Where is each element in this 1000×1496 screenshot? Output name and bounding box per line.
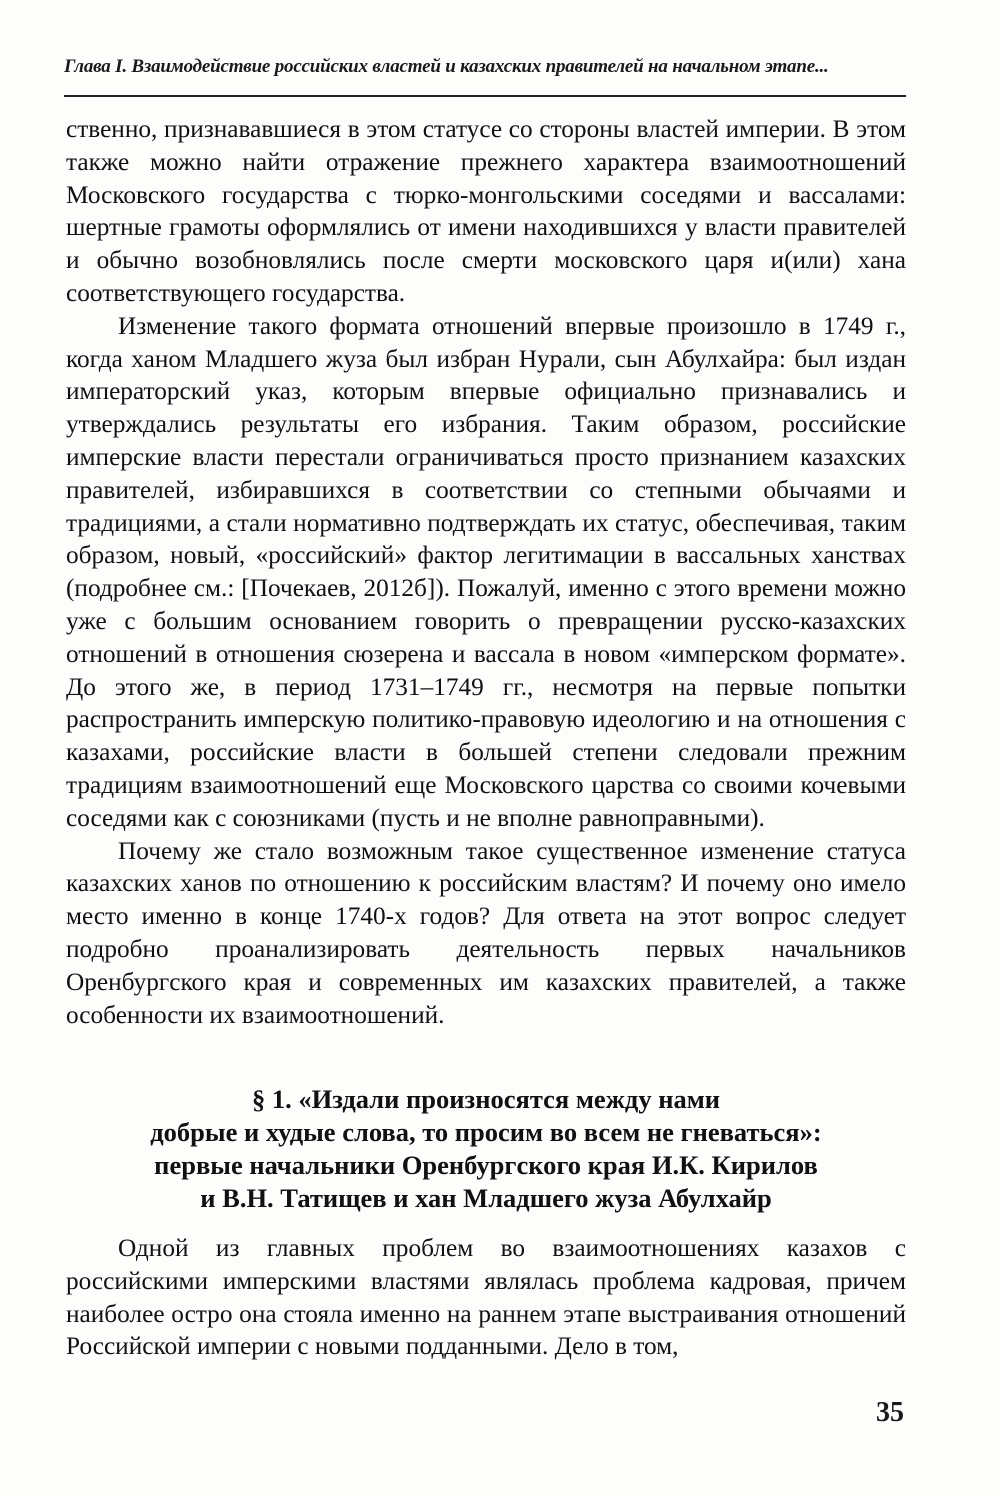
section-text-block — [66, 1232, 906, 1363]
paragraph: Одной из главных проблем во взаимоотношениях казахов с российскими имперскими властями являлась проблема кадровая, причем наиболее остро она стояла именно на раннем этапе выстраивания отношений Российской империи с новыми подданными. Дело в том, — [66, 1234, 906, 1361]
paragraph: Изменение такого формата отношений впервые произошло в 1749 г., когда ханом Младшего жуза был избран Нурали, сын Абулхайра: был издан императорский указ, которым впервые официально признавались и утверждались результаты его избрания. Таким образом, российские имперские власти перестали ограничиваться просто признанием казахских правителей, избиравшихся в соответствии со степными обычаями и традициями, а стали нормативно подтверждать их статус, обеспечивая, таким образом, новый, «российский» фактор легитимации в вассальных ханствах (подробнее см.: [Почекаев, 2012б]). Пожалуй, именно с этого времени можно уже с большим основанием говорить о превращении русско-казахских отношений в отношения сюзерена и вассала в новом «имперском формате». До этого же, в период 1731–1749 гг., несмотря на первые попытки распространить имперскую политико-правовую идеологию и на отношения с казахами, российские власти в большей степени следовали прежним традициям взаимоотношений еще Московского царства со своими кочевыми соседями как с союзниками (пусть и не вполне равноправными). — [66, 311, 906, 832]
section-heading-line: добрые и худые слова, то просим во всем не гневаться»: — [150, 1117, 822, 1147]
running-header: Глава I. Взаимодействие российских властей и казахских правителей на начальном этапе... — [64, 56, 829, 77]
header-divider — [64, 95, 906, 97]
page-number: 35 — [876, 1397, 904, 1428]
section-heading-line: первые начальники Оренбургского края И.К. Кирилов — [154, 1150, 818, 1180]
section-heading — [66, 1083, 906, 1215]
paragraph: Почему же стало возможным такое существенное изменение статуса казахских ханов по отношению к российским властям? И почему оно имело место именно в конце 1740-х годов? Для ответа на этот вопрос следует подробно проанализировать деятельность первых начальников Оренбургского края и современных им казахских правителей, а также особенности их взаимоотношений. — [66, 836, 906, 1029]
section-heading-line: § 1. «Издали произносятся между нами — [251, 1084, 721, 1114]
main-text-block — [66, 113, 906, 1031]
paragraph-continued: ственно, признававшиеся в этом статусе со стороны властей империи. В этом также можно найти отражение прежнего характера взаимоотношений Московского государства с тюрко-монгольскими соседями и вассалами: шертные грамоты оформлялись от имени находившихся у власти правителей и обычно возобновлялись после смерти московского царя и(или) хана соответствующего государства. — [66, 115, 906, 307]
section-heading-line: и В.Н. Татищев и хан Младшего жуза Абулхайр — [200, 1183, 772, 1213]
